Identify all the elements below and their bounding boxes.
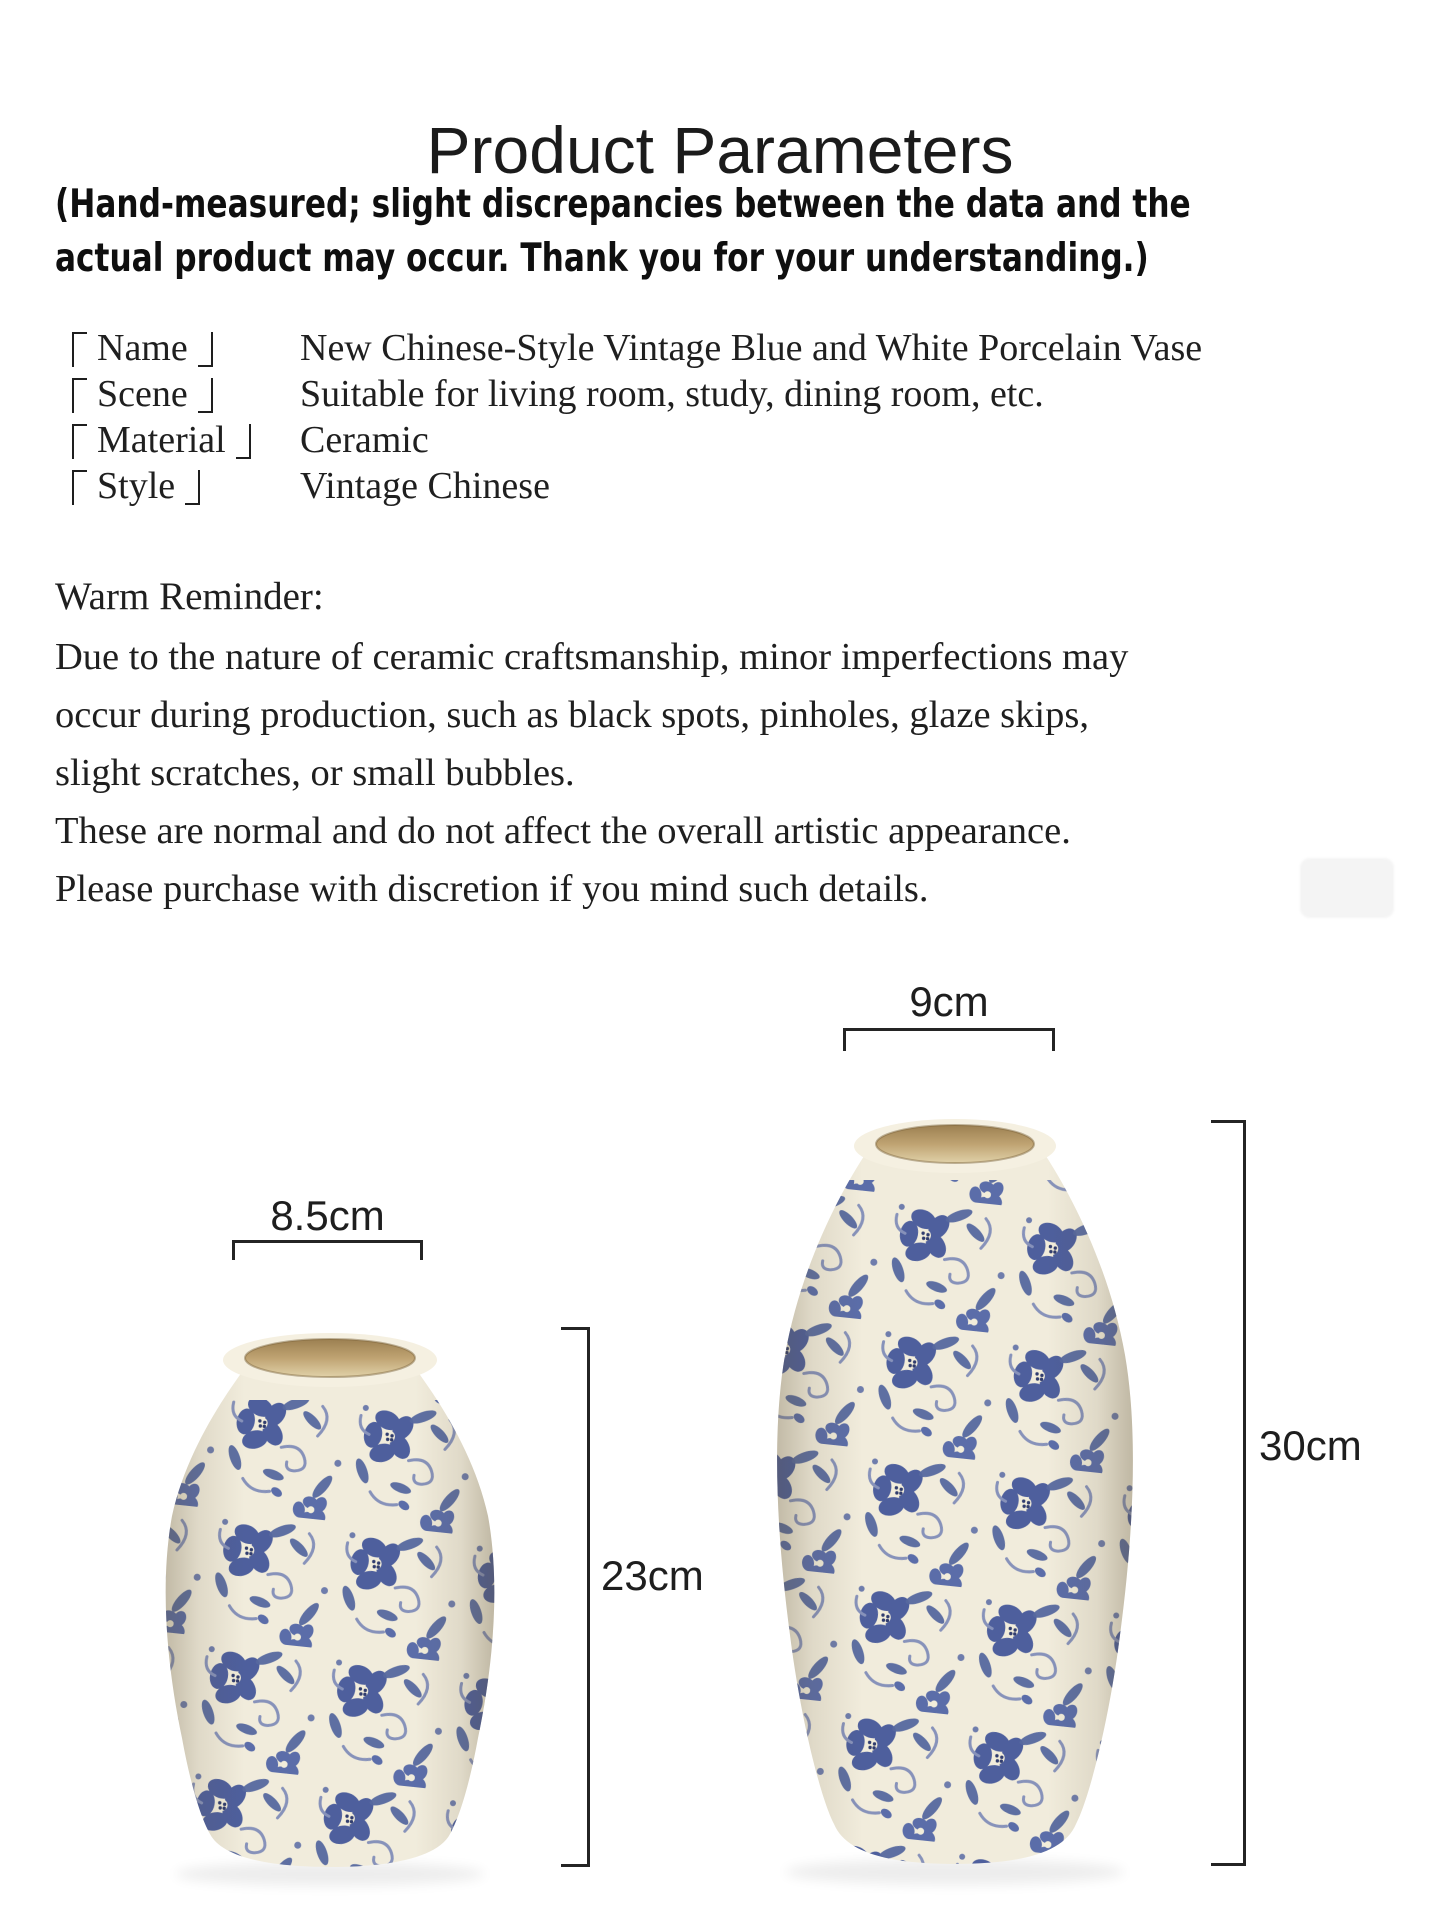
reminder-line: Due to the nature of ceramic craftsmanship, minor imperfections may [55,636,1129,678]
reminder-paragraph [55,628,1128,918]
param-value: Vintage Chinese [300,465,550,507]
param-value: Ceramic [300,419,429,461]
small-vase-height-bracket [561,1327,590,1867]
reminder-line: Please purchase with discretion if you mind such details. [55,868,929,910]
param-value: Suitable for living room, study, dining room, etc. [300,373,1044,415]
corner-bracket-right-icon [198,378,213,413]
reminder-line: occur during production, such as black spots, pinholes, glaze skips, [55,694,1089,736]
hand-measured-note [55,178,1440,286]
reminder-heading: Warm Reminder: [55,575,324,618]
large-vase-image [770,1119,1150,1870]
param-label: Style [97,465,176,507]
note-line-1: (Hand-measured; slight discrepancies between the data and the [55,182,1191,227]
small-vase-width-bracket [232,1240,423,1260]
corner-bracket-right-icon [185,470,200,505]
small-vase-image [160,1333,510,1880]
param-label: Scene [97,373,188,415]
corner-bracket-left-icon [72,470,87,505]
small-vase-width-label: 8.5cm [270,1192,385,1239]
corner-bracket-right-icon [198,332,213,367]
large-vase-height-bracket [1211,1120,1246,1866]
corner-bracket-left-icon [72,424,87,459]
large-vase-width-label: 9cm [909,978,989,1025]
param-value: New Chinese-Style Vintage Blue and White Porcelain Vase [300,327,1203,369]
param-label: Name [97,327,188,369]
corner-bracket-left-icon [72,378,87,413]
reminder-line: slight scratches, or small bubbles. [55,752,575,794]
corner-bracket-right-icon [236,424,251,459]
reminder-line: These are normal and do not affect the overall artistic appearance. [55,810,1071,852]
large-vase-width-bracket [843,1028,1055,1051]
note-line-2: actual product may occur. Thank you for your understanding.) [55,236,1149,281]
param-label: Material [97,419,226,461]
corner-bracket-left-icon [72,332,87,367]
small-vase-height-label: 23cm [601,1552,704,1599]
page-title: Product Parameters [426,113,1014,188]
large-vase-height-label: 30cm [1259,1422,1362,1469]
watermark-badge [1300,858,1394,918]
